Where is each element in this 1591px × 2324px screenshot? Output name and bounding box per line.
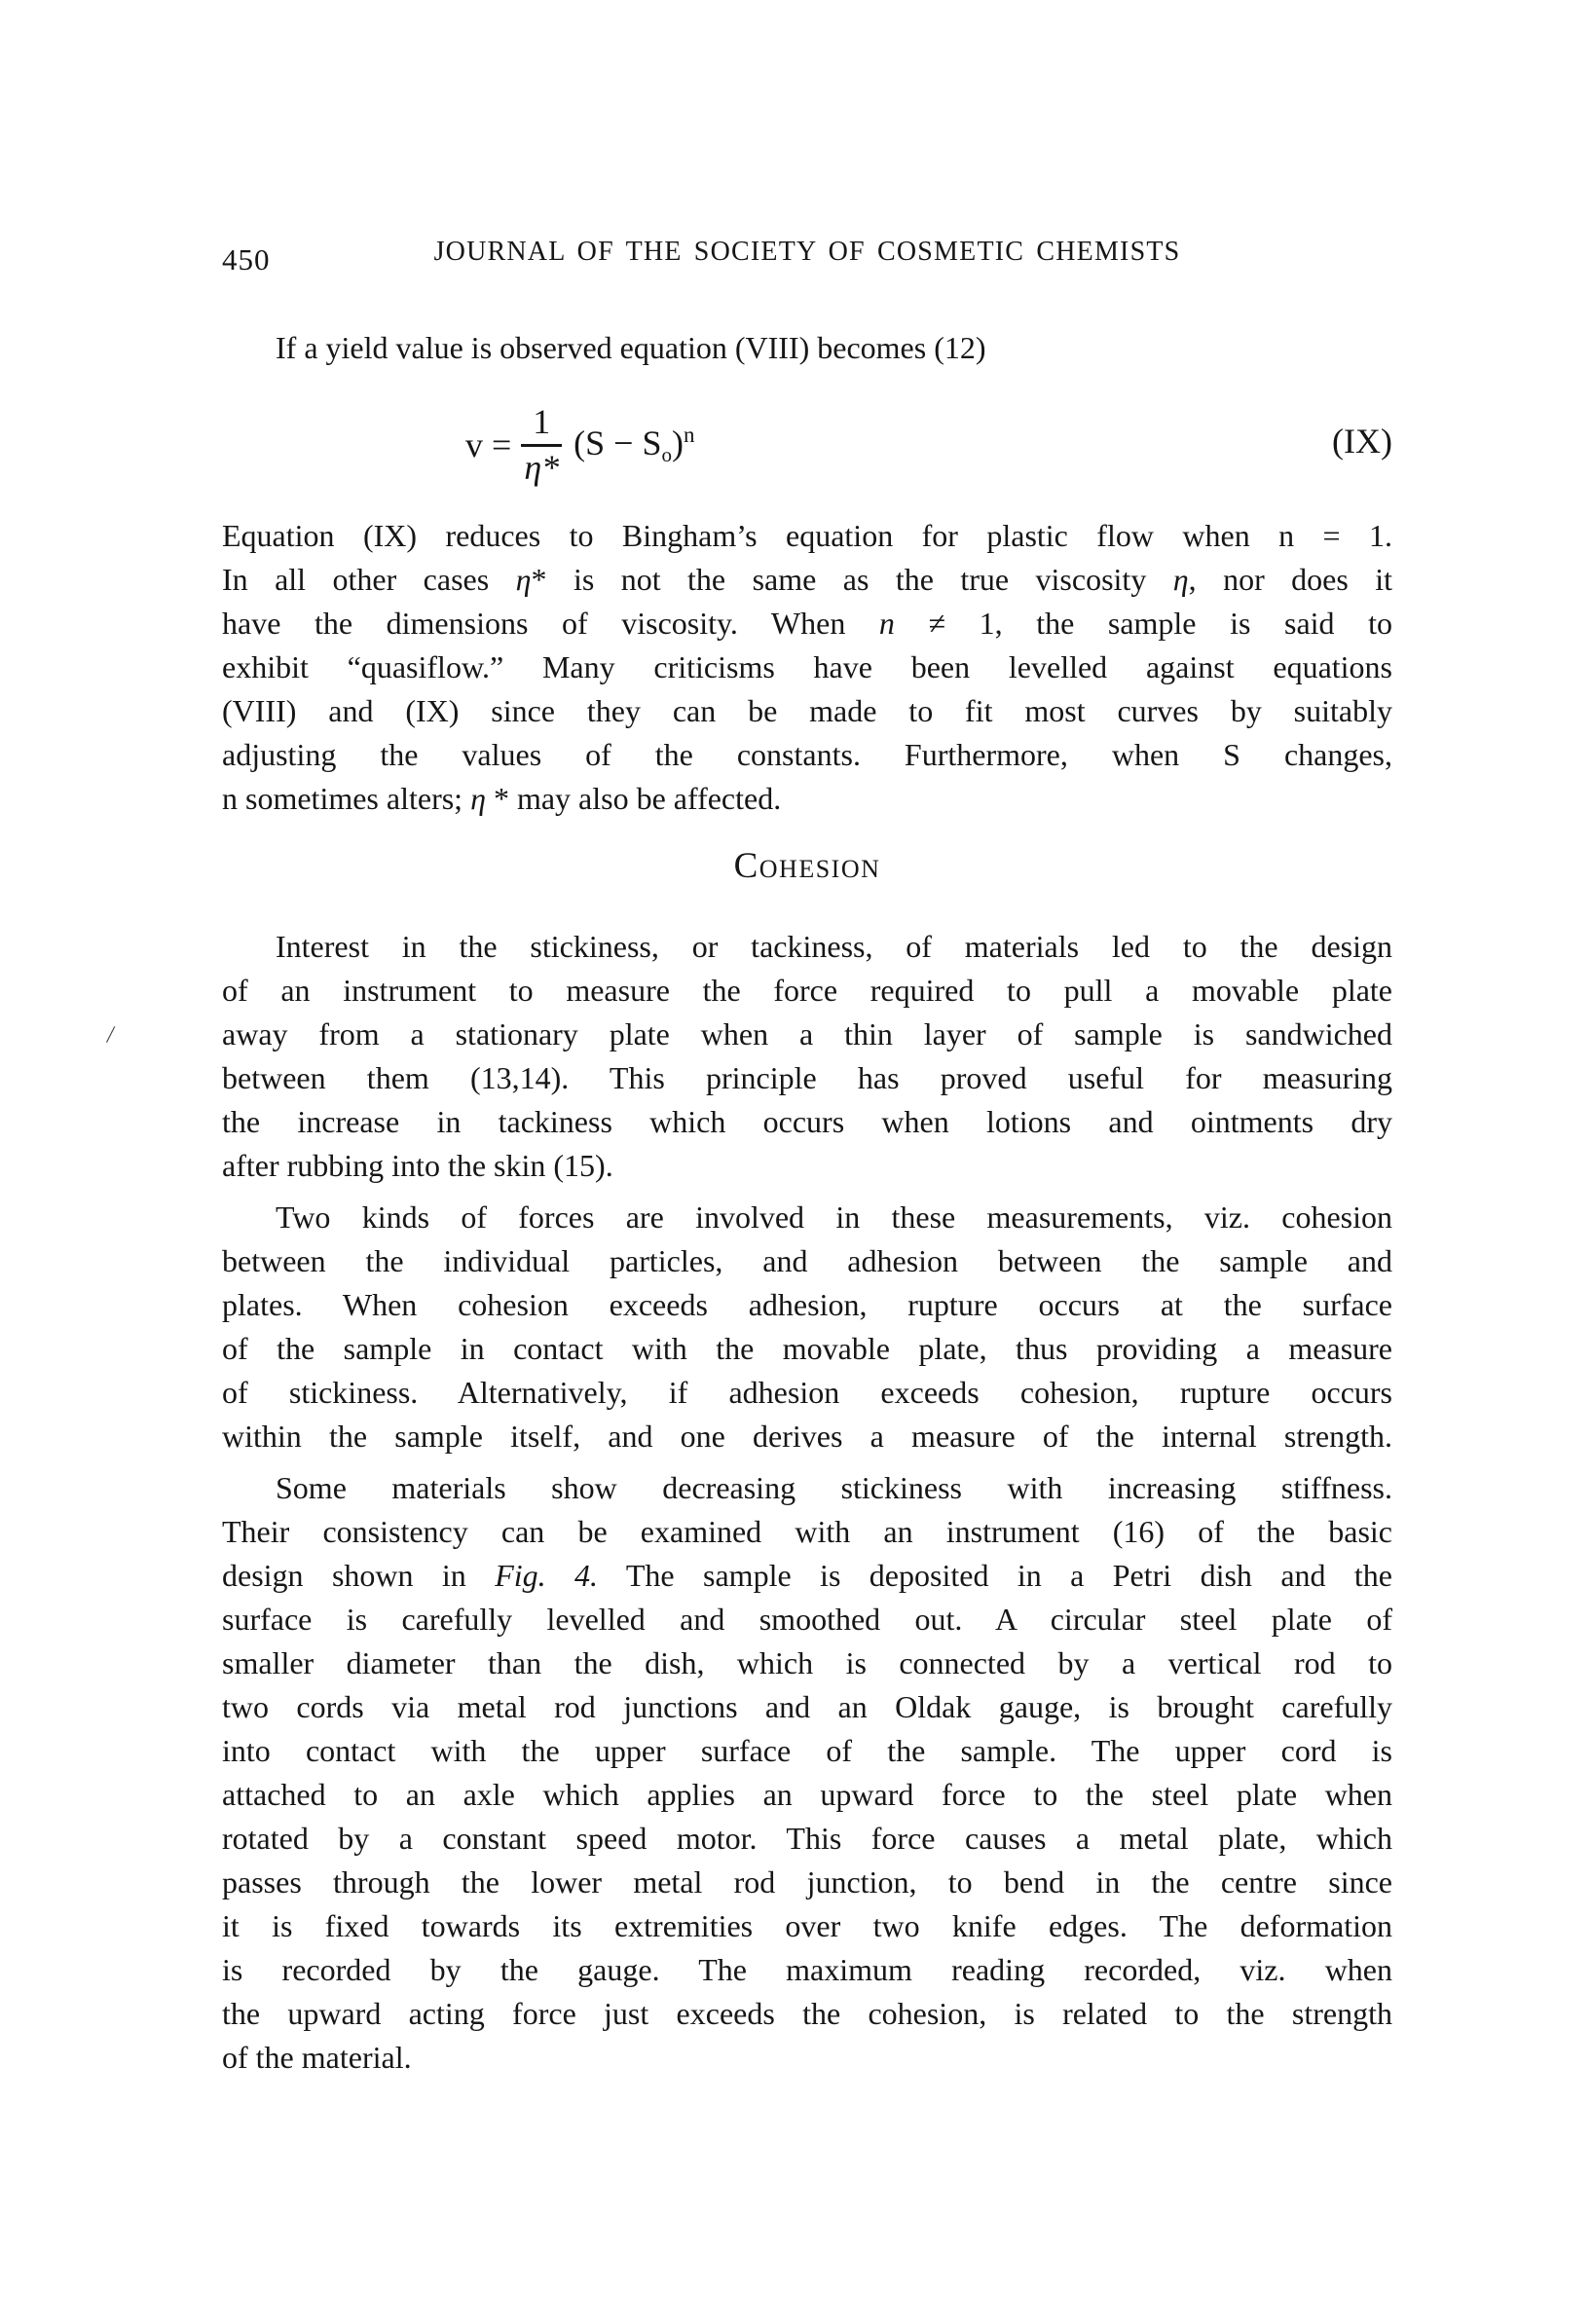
text-line: attached to an axle which applies an upward force to the steel plate when [222,1777,1392,1812]
equation-lhs: v = [465,424,512,464]
text-line: the increase in tackiness which occurs when lotions and ointments dry [222,1104,1392,1139]
page-number: 450 [222,242,271,277]
paragraph [222,514,1392,821]
text-line: of the material. [222,2040,412,2075]
page-header [222,0,1392,277]
equation-label: (IX) [1332,421,1392,461]
text-line: adjusting the values of the constants. Furthermore, when S changes, [222,737,1392,772]
text-line: have the dimensions of viscosity. When n ≠ 1, the sample is said to [222,606,1393,641]
text-line: surface is carefully levelled and smoothed out. A circular steel plate of [222,1602,1392,1637]
section-heading: Cohesion [733,846,881,886]
page-content [222,0,1392,2080]
paragraph [222,1196,1392,1458]
text-line: within the sample itself, and one derives a measure of the internal strength. [222,1419,1392,1454]
scan-artifact-mark: / [105,1019,117,1050]
equation-numerator: 1 [533,401,551,441]
text-line: between the individual particles, and adhesion between the sample and [222,1243,1392,1278]
equation-fraction [521,401,562,487]
text-line: after rubbing into the skin (15). [222,1148,613,1183]
text-line: exhibit “quasiflow.” Many criticisms have been levelled against equations [222,649,1392,684]
text-line: into contact with the upper surface of the sample. The upper cord is [222,1733,1392,1768]
text-line: Interest in the stickiness, or tackiness, of materials led to the design [276,929,1392,964]
text-blocks [222,514,1392,2080]
equation-denominator: η* [521,444,562,487]
text-line: n sometimes alters; η * may also be affected. [222,781,782,816]
text-line: is recorded by the gauge. The maximum reading recorded, viz. when [222,1952,1392,1987]
text-line: Their consistency can be examined with an instrument (16) of the basic [222,1514,1392,1549]
equation-exponent: n [684,423,695,447]
equation-subscript: o [661,443,673,466]
text-line: the upward acting force just exceeds the cohesion, is related to the strength [222,1996,1392,2031]
text-line: In all other cases η* is not the same as the true viscosity η, nor does it [222,562,1393,597]
text-line: (VIII) and (IX) since they can be made to fit most curves by suitably [222,693,1392,728]
intro-paragraph: If a yield value is observed equation (VIII) becomes (12) [276,330,986,365]
equation-rhs: $(S - S_o)^n$ [574,423,695,466]
text-line: Equation (IX) reduces to Bingham’s equation for plastic flow when n = 1. [222,518,1392,553]
journal-title: JOURNAL OF THE SOCIETY OF COSMETIC CHEMISTS [433,237,1181,267]
text-line: design shown in Fig. 4. The sample is deposited in a Petri dish and the [222,1558,1393,1593]
text-line: smaller diameter than the dish, which is connected by a vertical rod to [222,1645,1392,1680]
text-line: of the sample in contact with the movable plate, thus providing a measure [222,1331,1392,1366]
text-line: Two kinds of forces are involved in these measurements, viz. cohesion [276,1199,1392,1235]
text-line: between them (13,14). This principle has proved useful for measuring [222,1060,1392,1095]
text-line: rotated by a constant speed motor. This force causes a metal plate, which [222,1821,1392,1856]
equation-ix [222,384,1392,506]
paragraph [222,925,1392,1188]
paragraph [222,1466,1392,2080]
text-line: two cords via metal rod junctions and an Oldak gauge, is brought carefully [222,1689,1392,1724]
text-line: it is fixed towards its extremities over two knife edges. The deformation [222,1908,1392,1943]
text-line: of an instrument to measure the force required to pull a movable plate [222,973,1392,1008]
body-text [222,326,1392,2080]
text-line: passes through the lower metal rod junction, to bend in the centre since [222,1864,1392,1900]
text-line: plates. When cohesion exceeds adhesion, rupture occurs at the surface [222,1287,1392,1322]
equation-body [465,401,695,487]
text-line: of stickiness. Alternatively, if adhesion exceeds cohesion, rupture occurs [222,1375,1392,1410]
text-line: away from a stationary plate when a thin layer of sample is sandwiched [222,1016,1392,1051]
text-line: Some materials show decreasing stickiness with increasing stiffness. [276,1470,1392,1505]
